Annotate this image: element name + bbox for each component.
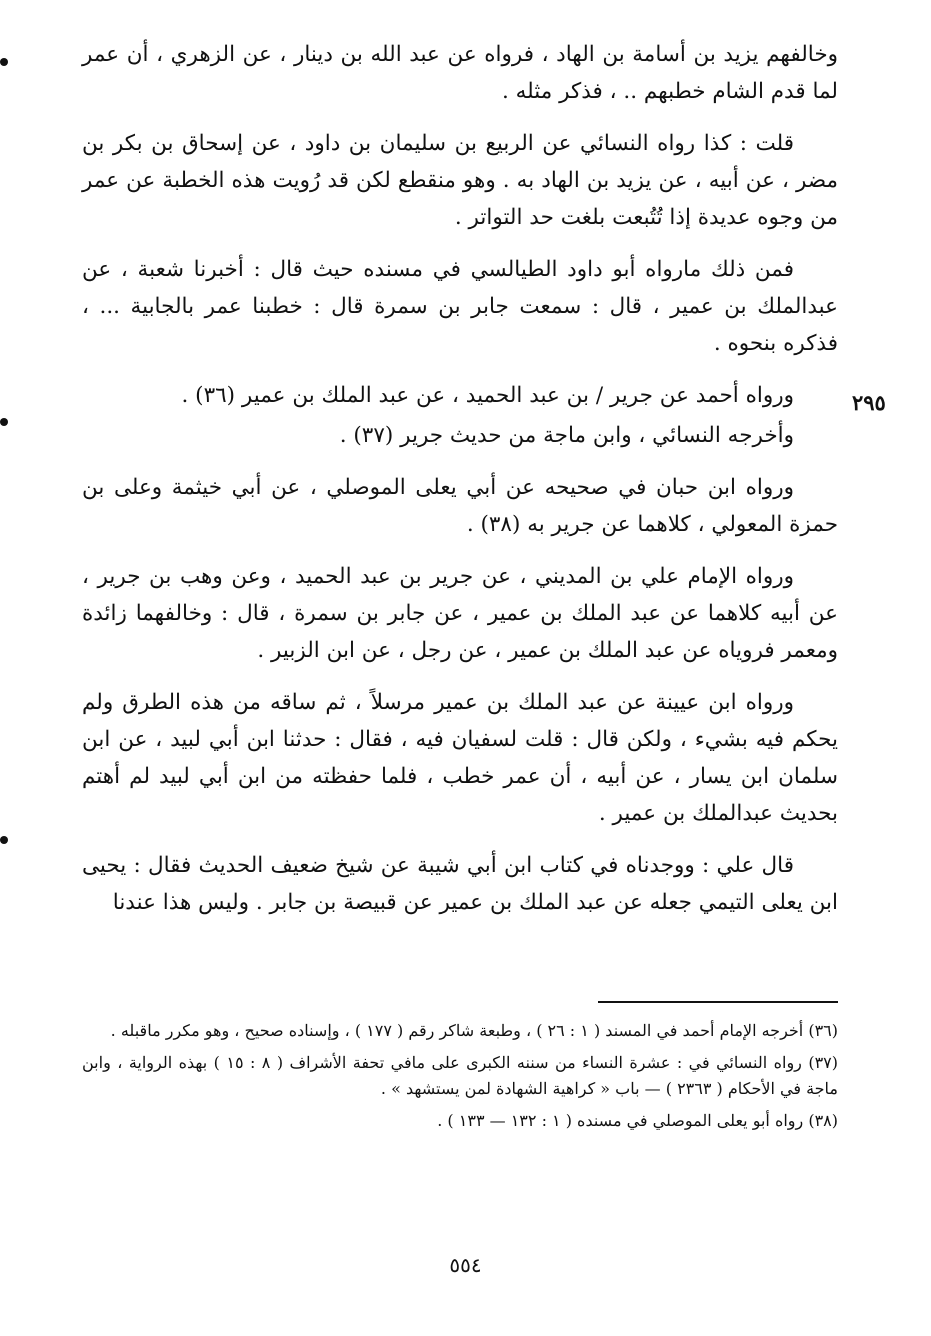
paragraph-8: ورواه ابن عيينة عن عبد الملك بن عمير مرسلاً ، ثم ساقه من هذه الطرق ولم يحكم فيه بشيء ، ولكن قال : قلت لسفيان فيه ، فقال : حدثنا ابن أبي لبيد ، عن ابن سلمان ابن يسار ، عن أبيه ، أن عمر خطب ، فلما حفظته من ابن أبي لبيد لم أهتم بحديث عبدالملك بن عمير . (82, 690, 838, 826)
footnotes (82, 1018, 838, 1140)
main-text (82, 36, 838, 921)
paragraph-4: ورواه أحمد عن جرير / بن عبد الحميد ، عن عبد الملك بن عمير (٣٦) . (181, 383, 794, 408)
paragraph-2: قلت : كذا رواه النسائي عن الربيع بن سليمان بن داود ، عن إسحاق بن بكر بن مضر ، عن أبيه ، عن يزيد بن الهاد به . وهو منقطع لكن قد رُويت هذه الخطبة عن عمر من وجوه عديدة إذا تُتُبعت بلغت حد التواتر . (82, 131, 838, 230)
paragraph-3: فمن ذلك مارواه أبو داود الطيالسي في مسنده حيث قال : أخبرنا شعبة ، عن عبدالملك بن عمير ، قال : سمعت جابر بن سمرة قال : خطبنا عمر بالجابية ... ، فذكره بنحوه . (82, 257, 838, 356)
footnote-38: (٣٨) رواه أبو يعلى الموصلي في مسنده ( ١ : ١٣٢ — ١٣٣ ) . (437, 1111, 838, 1130)
footnote-37: (٣٧) رواه النسائي في : عشرة النساء من سننه الكبرى على مافي تحفة الأشراف ( ٨ : ١٥ ) بهذه الرواية ، وابن ماجة في الأحكام ( ٢٣٦٣ ) — باب « كراهية الشهادة لمن يستشهد » . (82, 1053, 839, 1098)
paragraph-7: ورواه الإمام علي بن المديني ، عن جرير بن عبد الحميد ، وعن وهب بن جرير ، عن أبيه كلاهما عن عبد الملك بن عمير ، عن جابر بن سمرة ، قال : وخالفهما زائدة ومعمر فروياه عن عبد الملك بن عمير ، عن رجل ، عن ابن الزبير . (82, 564, 838, 663)
paragraph-1: وخالفهم يزيد بن أسامة بن الهاد ، فرواه عن عبد الله بن دينار ، عن الزهري ، أن عمر لما قدم الشام خطبهم .. ، فذكر مثله . (82, 42, 838, 104)
scan-mark (0, 418, 8, 426)
page-number: ٥٥٤ (449, 1253, 482, 1277)
paragraph-9: قال علي : ووجدناه في كتاب ابن أبي شيبة عن شيخ ضعيف الحديث فقال : يحيى ابن يعلى التيمي جعله عن عبد الملك بن عمير عن قبيصة بن جابر . وليس هذا عندنا (82, 853, 838, 915)
paragraph-5: وأخرجه النسائي ، وابن ماجة من حديث جرير (٣٧) . (339, 423, 794, 448)
footnote-36: (٣٦) أخرجه الإمام أحمد في المسند ( ١ : ٢٦ ) ، وطبعة شاكر رقم ( ١٧٧ ) ، وإسناده صحيح ، وهو مكرر ماقبله . (110, 1021, 838, 1040)
margin-page-reference: ٢٩٥ (852, 390, 886, 415)
scan-mark (0, 836, 8, 844)
paragraph-6: ورواه ابن حبان في صحيحه عن أبي يعلى الموصلي ، عن أبي خيثمة وعلى بن حمزة المعولي ، كلاهما عن جرير به (٣٨) . (82, 475, 838, 537)
footnote-separator (598, 1001, 838, 1003)
scan-mark (0, 58, 8, 66)
